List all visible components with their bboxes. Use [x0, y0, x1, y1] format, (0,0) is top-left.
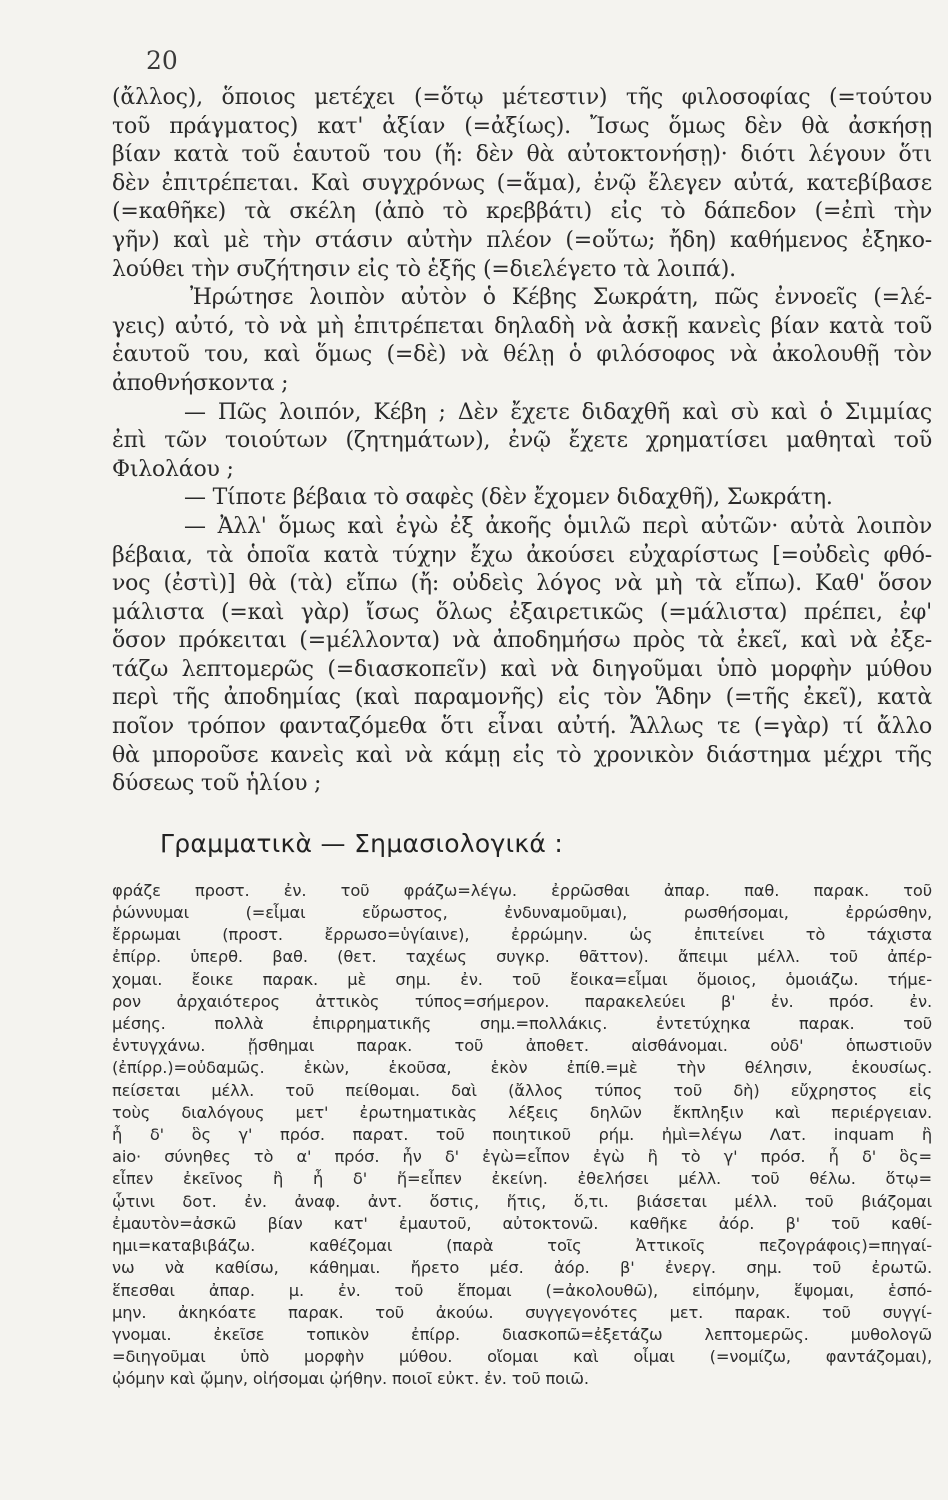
grammar-line: ᾠόμην καὶ ᾤμην, οἰήσομαι ᾠήθην. ποιοῖ εὐκτ. ἐν. τοῦ ποιῶ.	[112, 1369, 589, 1389]
grammar-line: ῥώννυμαι (=εἶμαι εὔρωστος, ἐνδυναμοῦμαι), ρωσθήσομαι, ἐρρώσθην,	[112, 903, 932, 923]
grammar-line: γνομαι. ἐκεῖσε τοπικὸν ἐπίρρ. διασκοπῶ=ἐξετάζω λεπτομερῶς. μυθολογῶ	[112, 1324, 932, 1344]
text-line: θὰ μποροῦσε κανεὶς καὶ νὰ κάμῃ εἰς τὸ χρονικὸν διάστημα μέχρι τῆς	[112, 742, 932, 768]
grammar-line: χομαι. ἔοικε παρακ. μὲ σημ. ἐν. τοῦ ἔοικα=εἶμαι ὅμοιος, ὁμοιάζω. τήμε-	[112, 969, 932, 989]
text-line: ἀποθνήσκοντα ;	[112, 370, 289, 396]
page-number: 20	[146, 46, 178, 75]
grammar-line: τοὺς διαλόγους μετ' ἐρωτηματικὰς λέξεις δηλῶν ἔκπληξιν καὶ περιέργειαν.	[112, 1102, 932, 1122]
grammar-notes	[112, 880, 932, 1391]
text-line: Φιλολάου ;	[112, 456, 234, 482]
text-line: (ἄλλος), ὅποιος μετέχει (=ὅτῳ μέτεστιν) τῆς φιλοσοφίας (=τούτου	[112, 85, 932, 110]
grammar-line: ᾧτινι δοτ. ἐν. ἀναφ. ἀντ. ὅστις, ἥτις, ὅ,τι. βιάσεται μέλλ. τοῦ βιάζομαι	[112, 1191, 932, 1211]
grammar-line: ἐντυγχάνω. ᾔσθημαι παρακ. τοῦ ἀποθετ. αἰσθάνομαι. οὐδ' ὁπωστιοῦν	[112, 1036, 932, 1056]
grammar-line: εἶπεν ἐκεῖνος ἢ ἦ δ' ἥ=εἶπεν ἐκείνη. ἐθελήσει μέλλ. τοῦ θέλω. ὅτῳ=	[112, 1169, 932, 1189]
grammar-line: ἔρρωμαι (προστ. ἔρρωσο=ὑγίαινε), ἐρρώμην. ὡς ἐπιτείνει τὸ τάχιστα	[112, 925, 932, 945]
text-line: τάζω λεπτομερῶς (=διασκοπεῖν) καὶ νὰ διηγοῦμαι ὑπὸ μορφὴν μύθου	[112, 656, 932, 682]
text-line: λούθει τὴν συζήτησιν εἰς τὸ ἑξῆς (=διελέγετο τὰ λοιπά).	[112, 256, 736, 282]
text-line: νος (ἐστὶ)] θὰ (τὰ) εἴπω (ἤ: οὐδεὶς λόγος νὰ μὴ τὰ εἴπω). Καθ' ὅσον	[112, 571, 932, 597]
grammar-line: πείσεται μέλλ. τοῦ πείθομαι. δαὶ (ἄλλος τύπος τοῦ δὴ) εὔχρηστος εἰς	[112, 1080, 932, 1100]
grammar-heading: Γραμματικὰ — Σημασιολογικά :	[160, 828, 564, 858]
grammar-line: νω νὰ καθίσω, κάθημαι. ἤρετο μέσ. ἀόρ. β' ἐνεργ. σημ. τοῦ ἐρωτῶ.	[112, 1258, 932, 1278]
grammar-line: ἐπίρρ. ὑπερθ. βαθ. (θετ. ταχέως συγκρ. θᾶττον). ἄπειμι μέλλ. τοῦ ἀπέρ-	[112, 947, 932, 967]
grammar-line: ἦ δ' ὃς γ' πρόσ. παρατ. τοῦ ποιητικοῦ ρήμ. ἠμὶ=λέγω Λατ. inquam ἢ	[112, 1125, 932, 1145]
grammar-line: (ἐπίρρ.)=οὐδαμῶς. ἑκὼν, ἑκοῦσα, ἑκὸν ἐπίθ.=μὲ τὴν θέλησιν, ἑκουσίως.	[112, 1058, 932, 1078]
grammar-line: μέσης. πολλὰ ἐπιρρηματικῆς σημ.=πολλάκις. ἐντετύχηκα παρακ. τοῦ	[112, 1014, 932, 1034]
text-line: — Ἀλλ' ὅμως καὶ ἐγὼ ἐξ ἀκοῆς ὁμιλῶ περὶ αὐτῶν· αὐτὰ λοιπὸν	[184, 513, 932, 539]
grammar-line: ἕπεσθαι ἀπαρ. μ. ἐν. τοῦ ἕπομαι (=ἀκολουθῶ), εἱπόμην, ἕψομαι, ἑσπό-	[112, 1280, 932, 1300]
text-line: ὅσον πρόκειται (=μέλλοντα) νὰ ἀποδημήσω πρὸς τὰ ἐκεῖ, καὶ νὰ ἐξε-	[112, 628, 932, 654]
main-text	[112, 84, 932, 799]
text-line: δύσεως τοῦ ἡλίου ;	[112, 771, 322, 797]
text-line: τοῦ πράγματος) κατ' ἀξίαν (=ἀξίως). Ἴσως ὅμως δὲν θὰ ἀσκήσῃ	[112, 113, 932, 139]
text-line: δὲν ἐπιτρέπεται. Καὶ συγχρόνως (=ἅμα), ἐνῷ ἔλεγεν αὐτά, κατεβίβασε	[112, 170, 932, 196]
text-line: γεις) αὐτό, τὸ νὰ μὴ ἐπιτρέπεται δηλαδὴ νὰ ἀσκῇ κανεὶς βίαν κατὰ τοῦ	[112, 313, 932, 339]
text-line: ἐπὶ τῶν τοιούτων (ζητημάτων), ἐνῷ ἔχετε χρηματίσει μαθηταὶ τοῦ	[112, 428, 932, 454]
text-block	[112, 84, 932, 1391]
text-line: — Πῶς λοιπόν, Κέβη ; Δὲν ἔχετε διδαχθῆ καὶ σὺ καὶ ὁ Σιμμίας	[184, 399, 932, 425]
text-line: βέβαια, τὰ ὁποῖα κατὰ τύχην ἔχω ἀκούσει εὐχαρίστως [=οὐδεὶς φθό-	[112, 542, 932, 568]
text-line: (=καθῆκε) τὰ σκέλη (ἀπὸ τὸ κρεββάτι) εἰς τὸ δάπεδον (=ἐπὶ τὴν	[112, 199, 932, 225]
text-line: — Τίποτε βέβαια τὸ σαφὲς (δὲν ἔχομεν διδαχθῆ), Σωκράτη.	[184, 485, 833, 511]
grammar-line: μην. ἀκηκόατε παρακ. τοῦ ἀκούω. συγγεγονότες μετ. παρακ. τοῦ συγγί-	[112, 1302, 932, 1322]
text-line: ἑαυτοῦ του, καὶ ὅμως (=δὲ) νὰ θέλῃ ὁ φιλόσοφος νὰ ἀκολουθῇ τὸν	[112, 342, 932, 368]
text-line: περὶ τῆς ἀποδημίας (καὶ παραμονῆς) εἰς τὸν Ἅδην (=τῆς ἐκεῖ), κατὰ	[112, 685, 932, 711]
text-line: μάλιστα (=καὶ γὰρ) ἴσως ὅλως ἐξαιρετικῶς (=μάλιστα) πρέπει, ἐφ'	[112, 599, 932, 625]
text-line: ποῖον τρόπον φανταζόμεθα ὅτι εἶναι αὐτή. Ἄλλως τε (=γὰρ) τί ἄλλο	[112, 714, 932, 740]
text-line: βίαν κατὰ τοῦ ἑαυτοῦ του (ἤ: δὲν θὰ αὐτοκτονήσῃ)· διότι λέγουν ὅτι	[112, 142, 932, 168]
text-line: Ἠρώτησε λοιπὸν αὐτὸν ὁ Κέβης Σωκράτη, πῶς ἐννοεῖς (=λέ-	[190, 285, 932, 311]
text-line: γῆν) καὶ μὲ τὴν στάσιν αὐτὴν πλέον (=οὕτω; ἤδη) καθήμενος ἐξηκο-	[112, 227, 932, 253]
grammar-line: φράζε προστ. ἐν. τοῦ φράζω=λέγω. ἐρρῶσθαι ἀπαρ. παθ. παρακ. τοῦ	[112, 880, 932, 900]
grammar-line: aio· σύνηθες τὸ α' πρόσ. ἦν δ' ἐγὼ=εἶπον ἐγὼ ἢ τὸ γ' πρόσ. ἦ δ' ὃς=	[112, 1147, 932, 1167]
grammar-line: ρον ἀρχαιότερος ἀττικὸς τύπος=σήμερον. παρακελεύει β' ἐν. πρόσ. ἐν.	[112, 991, 932, 1011]
grammar-line: ημι=καταβιβάζω. καθέζομαι (παρὰ τοῖς Ἀττικοῖς πεζογράφοις)=πηγαί-	[112, 1236, 932, 1256]
grammar-line: =διηγοῦμαι ὑπὸ μορφὴν μύθου. οἴομαι καὶ οἶμαι (=νομίζω, φαντάζομαι),	[112, 1347, 932, 1367]
grammar-line: ἐμαυτὸν=ἀσκῶ βίαν κατ' ἐμαυτοῦ, αὐτοκτονῶ. καθῆκε ἀόρ. β' τοῦ καθί-	[112, 1213, 932, 1233]
